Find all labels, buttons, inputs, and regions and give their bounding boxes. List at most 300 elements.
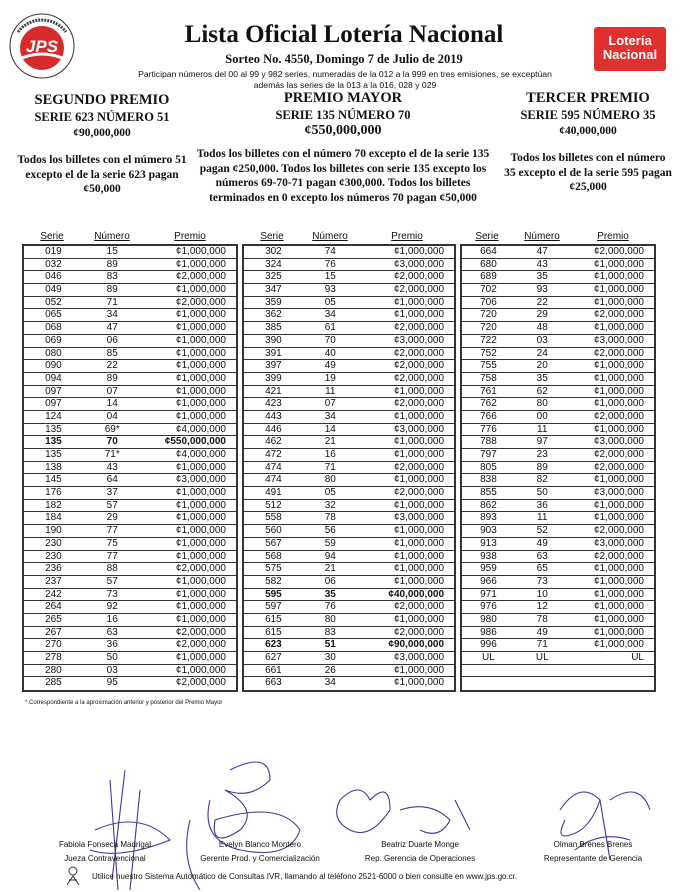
cell-serie: 474 bbox=[265, 461, 282, 473]
table-row bbox=[24, 386, 236, 399]
cell-premio: ¢1,000,000 bbox=[593, 639, 644, 651]
cell-premio: ¢1,000,000 bbox=[393, 537, 445, 549]
cell-serie: 595 bbox=[265, 588, 282, 600]
cell-premio: ¢2,000,000 bbox=[393, 461, 445, 473]
cell-serie: 615 bbox=[265, 613, 282, 625]
cell-serie: 558 bbox=[265, 512, 282, 524]
header-premio: Premio bbox=[174, 231, 206, 242]
cell-numero: 21 bbox=[324, 563, 336, 575]
table-row bbox=[24, 297, 236, 310]
cell-premio: ¢3,000,000 bbox=[593, 436, 644, 448]
cell-premio: ¢1,000,000 bbox=[175, 575, 226, 587]
logo-line-2: Nacional bbox=[602, 47, 658, 62]
cell-serie: 182 bbox=[45, 499, 62, 511]
table-row bbox=[462, 538, 654, 551]
header-serie: Serie bbox=[40, 231, 64, 242]
table-row bbox=[24, 246, 236, 259]
cell-premio: ¢1,000,000 bbox=[175, 347, 226, 359]
cell-numero bbox=[515, 665, 570, 677]
table-row bbox=[462, 386, 654, 399]
cell-serie: 385 bbox=[265, 322, 282, 334]
cell-serie: 491 bbox=[265, 487, 282, 499]
cell-numero: 14 bbox=[324, 423, 336, 435]
cell-serie: 986 bbox=[480, 626, 497, 638]
cell-numero: 00 bbox=[536, 410, 548, 422]
table-row bbox=[244, 462, 454, 475]
cell-premio: ¢2,000,000 bbox=[393, 372, 445, 384]
cell-serie: 472 bbox=[265, 449, 282, 460]
cell-premio: ¢3,000,000 bbox=[393, 334, 445, 346]
signer-name: Evelyn Blanco Montero bbox=[218, 840, 302, 849]
table-row bbox=[24, 563, 236, 576]
table-row bbox=[244, 601, 454, 614]
cell-numero: 89 bbox=[536, 461, 548, 473]
cell-numero: 22 bbox=[106, 360, 118, 372]
cell-numero: 43 bbox=[536, 258, 548, 270]
logo-line-1: Lotería bbox=[608, 33, 652, 48]
table-row bbox=[244, 259, 454, 272]
cell-premio: ¢3,000,000 bbox=[593, 487, 644, 499]
cell-numero: 50 bbox=[106, 652, 118, 663]
cell-serie: 280 bbox=[45, 664, 62, 676]
cell-numero: 89 bbox=[106, 372, 118, 384]
cell-serie: 971 bbox=[480, 588, 497, 600]
table-row bbox=[244, 639, 454, 652]
cell-numero: 11 bbox=[325, 385, 336, 397]
cell-numero: 14 bbox=[106, 398, 118, 410]
cell-serie: 855 bbox=[480, 487, 497, 499]
table-row bbox=[24, 424, 236, 437]
cell-serie: 237 bbox=[45, 575, 62, 587]
cell-serie: 069 bbox=[45, 334, 62, 346]
cell-numero: 49 bbox=[324, 360, 336, 372]
table-body bbox=[22, 244, 238, 692]
table-row bbox=[244, 627, 454, 640]
cell-serie: 230 bbox=[45, 550, 62, 562]
table-row bbox=[244, 309, 454, 322]
cell-serie: 391 bbox=[265, 347, 282, 359]
cell-serie: 568 bbox=[265, 550, 282, 562]
table-row bbox=[462, 436, 654, 449]
table-row bbox=[462, 601, 654, 614]
table-row bbox=[244, 576, 454, 589]
cell-serie: 390 bbox=[265, 334, 282, 346]
cell-serie bbox=[462, 677, 515, 690]
cell-numero: 34 bbox=[324, 309, 336, 321]
cell-numero: 57 bbox=[106, 575, 118, 587]
cell-premio: ¢2,000,000 bbox=[593, 410, 644, 422]
cell-premio: ¢1,000,000 bbox=[175, 258, 226, 270]
cell-premio: ¢2,000,000 bbox=[393, 601, 445, 613]
cell-numero: 07 bbox=[324, 398, 336, 410]
cell-premio: ¢550,000,000 bbox=[164, 436, 226, 448]
cell-serie: 720 bbox=[480, 309, 497, 321]
cell-premio: ¢40,000,000 bbox=[388, 588, 445, 600]
cell-serie: 065 bbox=[45, 309, 62, 321]
cell-premio: ¢1,000,000 bbox=[175, 246, 226, 257]
cell-premio: ¢1,000,000 bbox=[393, 385, 445, 397]
cell-premio: ¢3,000,000 bbox=[593, 537, 644, 549]
cell-numero: 06 bbox=[324, 575, 336, 587]
cell-premio: ¢3,000,000 bbox=[393, 512, 445, 524]
cell-numero bbox=[515, 677, 570, 690]
cell-premio: ¢1,000,000 bbox=[393, 613, 445, 625]
signature-block bbox=[518, 838, 668, 866]
cell-serie: 135 bbox=[45, 436, 62, 448]
signer-name: Beatriz Duarte Monge bbox=[381, 840, 459, 849]
cell-serie: 664 bbox=[480, 246, 497, 257]
cell-premio: ¢1,000,000 bbox=[393, 563, 445, 575]
table-row bbox=[244, 538, 454, 551]
page-title: Lista Oficial Lotería Nacional bbox=[184, 21, 504, 48]
cell-numero: 15 bbox=[106, 246, 118, 257]
cell-serie: 019 bbox=[45, 246, 62, 257]
signer-role: Gerente Prod. y Comercialización bbox=[200, 854, 320, 863]
cell-numero: 12 bbox=[536, 601, 548, 613]
cell-numero: 78 bbox=[324, 512, 336, 524]
cell-premio: ¢2,000,000 bbox=[593, 550, 644, 562]
table-row bbox=[462, 246, 654, 259]
cell-numero: 52 bbox=[536, 525, 548, 537]
cell-serie: 421 bbox=[265, 385, 282, 397]
cell-numero: 47 bbox=[536, 246, 548, 257]
table-row bbox=[244, 386, 454, 399]
table-row bbox=[24, 373, 236, 386]
cell-premio: ¢1,000,000 bbox=[593, 322, 644, 334]
cell-numero: 95 bbox=[106, 677, 118, 689]
table-row bbox=[24, 601, 236, 614]
cell-premio: ¢1,000,000 bbox=[593, 423, 644, 435]
table-row bbox=[24, 639, 236, 652]
cell-premio: ¢2,000,000 bbox=[593, 347, 644, 359]
cell-premio: ¢1,000,000 bbox=[593, 601, 644, 613]
cell-numero: 83 bbox=[106, 271, 118, 283]
cell-numero: 35 bbox=[324, 588, 336, 600]
table-row bbox=[244, 348, 454, 361]
table-row bbox=[24, 462, 236, 475]
cell-serie: 068 bbox=[45, 322, 62, 334]
prize-amount: ¢90,000,000 bbox=[73, 127, 131, 139]
cell-premio: ¢1,000,000 bbox=[393, 436, 445, 448]
cell-serie bbox=[462, 665, 515, 677]
cell-premio: ¢1,000,000 bbox=[175, 537, 226, 549]
cell-serie: 615 bbox=[265, 626, 282, 638]
footnote: * Correspondiente a la aproximación anterior y posterior del Premio Mayor bbox=[25, 700, 223, 706]
prize-amount: ¢550,000,000 bbox=[304, 123, 382, 138]
table-row bbox=[24, 259, 236, 272]
cell-premio: ¢1,000,000 bbox=[393, 296, 445, 308]
cell-serie: 397 bbox=[265, 360, 282, 372]
cell-premio: ¢1,000,000 bbox=[593, 499, 644, 511]
cell-numero: 50 bbox=[536, 487, 548, 499]
header-numero: Número bbox=[524, 231, 560, 242]
table-row bbox=[462, 525, 654, 538]
cell-numero: 73 bbox=[536, 575, 548, 587]
cell-numero: 71 bbox=[536, 639, 548, 651]
cell-numero: 78 bbox=[536, 613, 548, 625]
cell-numero: 48 bbox=[536, 322, 548, 334]
cell-numero: 29 bbox=[536, 309, 548, 321]
cell-serie: 145 bbox=[45, 474, 62, 486]
cell-numero: 80 bbox=[324, 613, 336, 625]
table-row bbox=[24, 309, 236, 322]
cell-premio: ¢1,000,000 bbox=[593, 613, 644, 625]
header-premio: Premio bbox=[597, 231, 629, 242]
table-row bbox=[244, 614, 454, 627]
results-table-3 bbox=[460, 230, 656, 692]
table-row bbox=[462, 271, 654, 284]
cell-premio: ¢1,000,000 bbox=[593, 385, 644, 397]
cell-numero: 34 bbox=[324, 677, 336, 689]
cell-serie: 661 bbox=[265, 664, 282, 676]
prize-heading: TERCER PREMIO bbox=[526, 90, 650, 106]
table-row bbox=[462, 348, 654, 361]
cell-premio: ¢1,000,000 bbox=[175, 601, 226, 613]
cell-serie: 278 bbox=[45, 652, 62, 663]
prize-amount: ¢40,000,000 bbox=[559, 125, 617, 137]
table-row bbox=[24, 525, 236, 538]
cell-premio: ¢4,000,000 bbox=[175, 449, 226, 460]
cell-premio: ¢1,000,000 bbox=[175, 398, 226, 410]
cell-serie: 838 bbox=[480, 474, 497, 486]
cell-numero: 23 bbox=[536, 449, 548, 460]
cell-premio: ¢2,000,000 bbox=[175, 271, 226, 283]
table-row bbox=[24, 614, 236, 627]
table-row bbox=[462, 297, 654, 310]
cell-premio: ¢1,000,000 bbox=[393, 499, 445, 511]
prize-serie: SERIE 135 NÚMERO 70 bbox=[275, 108, 411, 122]
table-row bbox=[462, 512, 654, 525]
cell-premio: ¢1,000,000 bbox=[175, 487, 226, 499]
cell-premio: ¢2,000,000 bbox=[593, 449, 644, 460]
cell-premio: ¢2,000,000 bbox=[393, 626, 445, 638]
table-row bbox=[244, 563, 454, 576]
cell-numero: 71* bbox=[104, 449, 120, 460]
table-row bbox=[462, 373, 654, 386]
cell-premio: ¢1,000,000 bbox=[593, 372, 644, 384]
cell-serie: 124 bbox=[45, 410, 62, 422]
table-row bbox=[462, 398, 654, 411]
cell-numero: 07 bbox=[106, 385, 118, 397]
cell-numero: 11 bbox=[537, 423, 548, 435]
cell-serie: 959 bbox=[480, 563, 497, 575]
cell-premio: ¢2,000,000 bbox=[393, 487, 445, 499]
cell-premio: ¢2,000,000 bbox=[393, 347, 445, 359]
cell-serie: 236 bbox=[45, 563, 62, 575]
table-row bbox=[24, 665, 236, 678]
cell-numero: 34 bbox=[106, 309, 118, 321]
cell-serie: 474 bbox=[265, 474, 282, 486]
ivr-footer-text: Utilice nuestro Sistema Automático de Consultas IVR, llamando al teléfono 2521-6000 o bien consulte en www.jps.go.cr. bbox=[92, 872, 518, 881]
cell-premio: ¢1,000,000 bbox=[593, 563, 644, 575]
cell-numero: 21 bbox=[324, 436, 336, 448]
cell-numero: 76 bbox=[324, 601, 336, 613]
cell-serie: 788 bbox=[480, 436, 497, 448]
table-row bbox=[24, 589, 236, 602]
table-row bbox=[24, 449, 236, 462]
prize-description: Todos los billetes con el número 51 excepto el de la serie 623 pagan ¢50,000 bbox=[17, 154, 187, 195]
cell-serie: 761 bbox=[480, 385, 497, 397]
cell-numero: 11 bbox=[537, 512, 548, 524]
cell-serie: 302 bbox=[265, 246, 282, 257]
prize-description: Todos los billetes con el número 35 excepto el de la serie 595 pagan ¢25,000 bbox=[504, 152, 672, 193]
cell-premio: ¢1,000,000 bbox=[175, 550, 226, 562]
cell-serie: 264 bbox=[45, 601, 62, 613]
cell-premio: ¢1,000,000 bbox=[175, 525, 226, 537]
cell-numero: 94 bbox=[324, 550, 336, 562]
intro-line-1: Participan números del 00 al 99 y 982 series, numeradas de la 012 a la 999 en tres emisiones, se exceptúan bbox=[138, 69, 552, 79]
cell-premio: ¢1,000,000 bbox=[393, 525, 445, 537]
cell-numero: 16 bbox=[324, 449, 336, 460]
cell-premio: ¢1,000,000 bbox=[175, 613, 226, 625]
cell-premio: ¢2,000,000 bbox=[593, 525, 644, 537]
prize-serie: SERIE 623 NÚMERO 51 bbox=[34, 110, 170, 124]
cell-serie: 097 bbox=[45, 398, 62, 410]
cell-premio: ¢2,000,000 bbox=[393, 284, 445, 296]
signer-role: Jueza Contravencional bbox=[64, 854, 146, 863]
cell-premio: ¢1,000,000 bbox=[175, 664, 226, 676]
cell-numero: 49 bbox=[536, 537, 548, 549]
signer-role: Rep. Gerencia de Operaciones bbox=[364, 854, 476, 863]
cell-serie: 176 bbox=[45, 487, 62, 499]
table-header bbox=[460, 230, 656, 244]
cell-premio: ¢1,000,000 bbox=[393, 410, 445, 422]
cell-numero: 19 bbox=[324, 372, 336, 384]
tercer-premio-block bbox=[496, 90, 680, 195]
cell-serie: 138 bbox=[45, 461, 62, 473]
cell-serie: UL bbox=[482, 652, 495, 663]
table-row bbox=[462, 614, 654, 627]
cell-premio: ¢2,000,000 bbox=[175, 296, 226, 308]
cell-serie: 575 bbox=[265, 563, 282, 575]
table-row bbox=[462, 563, 654, 576]
table-row bbox=[244, 322, 454, 335]
cell-numero: 75 bbox=[106, 537, 118, 549]
header-premio: Premio bbox=[391, 231, 423, 242]
cell-premio: ¢1,000,000 bbox=[175, 372, 226, 384]
empty-row bbox=[462, 665, 654, 678]
table-row bbox=[244, 589, 454, 602]
table-row bbox=[462, 551, 654, 564]
phone-agent-icon bbox=[64, 866, 82, 886]
cell-serie: 265 bbox=[45, 613, 62, 625]
cell-serie: 230 bbox=[45, 537, 62, 549]
cell-serie: 752 bbox=[480, 347, 497, 359]
cell-serie: 090 bbox=[45, 360, 62, 372]
cell-numero: 57 bbox=[106, 499, 118, 511]
cell-numero: 26 bbox=[324, 664, 336, 676]
cell-numero: 73 bbox=[106, 588, 118, 600]
cell-premio: ¢2,000,000 bbox=[393, 398, 445, 410]
table-row bbox=[244, 449, 454, 462]
signer-role: Representante de Gerencia bbox=[543, 854, 643, 863]
cell-numero: 65 bbox=[536, 563, 548, 575]
cell-serie: 903 bbox=[480, 525, 497, 537]
cell-premio: ¢1,000,000 bbox=[175, 461, 226, 473]
table-row bbox=[462, 360, 654, 373]
cell-premio: ¢2,000,000 bbox=[393, 360, 445, 372]
cell-serie: 766 bbox=[480, 410, 497, 422]
cell-premio bbox=[570, 677, 654, 690]
cell-serie: 399 bbox=[265, 372, 282, 384]
cell-serie: 980 bbox=[480, 613, 497, 625]
cell-serie: 046 bbox=[45, 271, 62, 283]
cell-numero: 47 bbox=[106, 322, 118, 334]
cell-premio: ¢1,000,000 bbox=[593, 258, 644, 270]
cell-serie: 135 bbox=[45, 449, 62, 460]
table-row bbox=[244, 411, 454, 424]
table-row bbox=[462, 449, 654, 462]
cell-numero: UL bbox=[535, 652, 549, 663]
table-row bbox=[244, 500, 454, 513]
table-row bbox=[462, 462, 654, 475]
header-numero: Número bbox=[94, 231, 130, 242]
results-table-2 bbox=[242, 230, 456, 692]
cell-serie: 762 bbox=[480, 398, 497, 410]
cell-premio: ¢1,000,000 bbox=[393, 309, 445, 321]
cell-numero: 64 bbox=[106, 474, 118, 486]
results-table-1 bbox=[22, 230, 238, 692]
cell-numero: 37 bbox=[106, 487, 118, 499]
table-row bbox=[24, 576, 236, 589]
cell-numero: 03 bbox=[106, 664, 118, 676]
table-row bbox=[462, 284, 654, 297]
cell-serie: 597 bbox=[265, 601, 282, 613]
cell-premio: ¢1,000,000 bbox=[175, 309, 226, 321]
cell-serie: 582 bbox=[265, 575, 282, 587]
table-header bbox=[22, 230, 238, 244]
cell-premio: ¢1,000,000 bbox=[175, 652, 226, 663]
cell-serie: 097 bbox=[45, 385, 62, 397]
cell-serie: 722 bbox=[480, 334, 497, 346]
cell-serie: 267 bbox=[45, 626, 62, 638]
table-row bbox=[244, 424, 454, 437]
cell-numero: 16 bbox=[106, 613, 118, 625]
cell-numero: 71 bbox=[324, 461, 336, 473]
table-row bbox=[24, 348, 236, 361]
cell-premio: ¢1,000,000 bbox=[393, 550, 445, 562]
cell-numero: 22 bbox=[536, 296, 548, 308]
cell-numero: 92 bbox=[106, 601, 118, 613]
cell-serie: 627 bbox=[265, 652, 282, 663]
cell-serie: 184 bbox=[45, 512, 62, 524]
cell-premio: ¢1,000,000 bbox=[393, 449, 445, 460]
cell-serie: 242 bbox=[45, 588, 62, 600]
cell-numero: 59 bbox=[324, 537, 336, 549]
cell-serie: 680 bbox=[480, 258, 497, 270]
cell-numero: 56 bbox=[324, 525, 336, 537]
table-row bbox=[244, 335, 454, 348]
handwritten-signatures bbox=[0, 740, 688, 890]
cell-premio: ¢1,000,000 bbox=[175, 334, 226, 346]
segundo-premio-block bbox=[14, 92, 190, 197]
cell-numero: 97 bbox=[536, 436, 548, 448]
cell-numero: 35 bbox=[536, 372, 548, 384]
table-row bbox=[24, 627, 236, 640]
premio-mayor-block bbox=[196, 90, 490, 205]
cell-premio: ¢2,000,000 bbox=[175, 677, 226, 689]
cell-premio: ¢3,000,000 bbox=[175, 474, 226, 486]
table-body bbox=[242, 244, 456, 692]
cell-serie: 094 bbox=[45, 372, 62, 384]
table-row bbox=[244, 297, 454, 310]
cell-premio: ¢90,000,000 bbox=[388, 639, 445, 651]
cell-numero: 34 bbox=[324, 410, 336, 422]
cell-premio: ¢3,000,000 bbox=[593, 334, 644, 346]
cell-numero: 10 bbox=[536, 588, 548, 600]
cell-numero: 20 bbox=[536, 360, 548, 372]
cell-premio: ¢2,000,000 bbox=[593, 246, 644, 257]
